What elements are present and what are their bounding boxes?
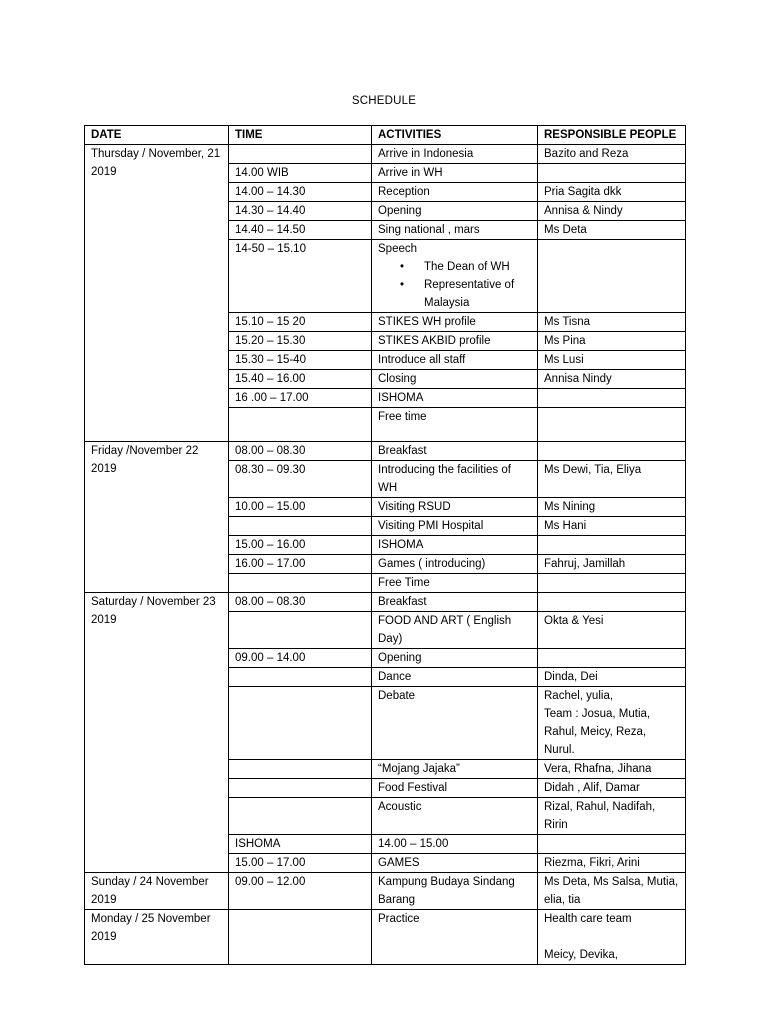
activity-cell: ISHOMA [372, 536, 538, 555]
activity-cell: Acoustic [372, 798, 538, 835]
time-cell [229, 910, 372, 965]
date-cell: Monday / 25 November 2019 [85, 910, 229, 965]
activity-cell: 14.00 – 15.00 [372, 835, 538, 854]
time-cell: 09.00 – 12.00 [229, 873, 372, 910]
header-row [85, 126, 686, 145]
people-cell: Bazito and Reza [538, 145, 686, 164]
activity-cell: FOOD AND ART ( English Day) [372, 612, 538, 649]
people-cell: Ms Nining [538, 498, 686, 517]
table-row [85, 873, 686, 910]
table-row [85, 593, 686, 612]
people-cell: Ms Dewi, Tia, Eliya [538, 461, 686, 498]
people-cell: Annisa & Nindy [538, 202, 686, 221]
date-cell: Friday /November 22 2019 [85, 442, 229, 593]
people-cell: Rizal, Rahul, Nadifah, Ririn [538, 798, 686, 835]
table-row [85, 442, 686, 461]
time-cell: 14.40 – 14.50 [229, 221, 372, 240]
time-cell: 08.00 – 08.30 [229, 442, 372, 461]
time-cell [229, 687, 372, 760]
activity-cell: Sing national , mars [372, 221, 538, 240]
people-cell [538, 240, 686, 313]
people-cell [538, 164, 686, 183]
time-cell: 15.00 – 17.00 [229, 854, 372, 873]
people-cell: Riezma, Fikri, Arini [538, 854, 686, 873]
activity-cell: Debate [372, 687, 538, 760]
activity-cell: “Mojang Jajaka” [372, 760, 538, 779]
time-cell: 09.00 – 14.00 [229, 649, 372, 668]
people-cell: Okta & Yesi [538, 612, 686, 649]
time-cell: 15.00 – 16.00 [229, 536, 372, 555]
people-cell: Health care team Meicy, Devika, [538, 910, 686, 965]
table-row [85, 910, 686, 965]
time-cell [229, 612, 372, 649]
header-activities: ACTIVITIES [372, 126, 538, 145]
activity-cell: Visiting RSUD [372, 498, 538, 517]
people-cell: Annisa Nindy [538, 370, 686, 389]
time-cell [229, 517, 372, 536]
activity-cell: Introducing the facilities of WH [372, 461, 538, 498]
people-cell [538, 408, 686, 442]
table-row [85, 145, 686, 164]
activity-cell: Arrive in Indonesia [372, 145, 538, 164]
people-cell [538, 442, 686, 461]
activity-cell: Food Festival [372, 779, 538, 798]
people-cell [538, 835, 686, 854]
date-cell: Thursday / November, 21 2019 [85, 145, 229, 442]
activity-cell: Opening [372, 649, 538, 668]
time-cell: 16.00 – 17.00 [229, 555, 372, 574]
time-cell: 14.00 – 14.30 [229, 183, 372, 202]
activity-cell: Reception [372, 183, 538, 202]
activity-cell: Breakfast [372, 593, 538, 612]
speech-bullet-list [378, 258, 531, 312]
time-cell [229, 668, 372, 687]
bullet-item: • Representative of Malaysia [400, 276, 531, 312]
date-cell: Saturday / November 23 2019 [85, 593, 229, 873]
bullet-item: • The Dean of WH [400, 258, 531, 276]
time-cell [229, 145, 372, 164]
activity-label: Speech [378, 243, 418, 255]
people-cell: Fahruj, Jamillah [538, 555, 686, 574]
activity-cell: Visiting PMI Hospital [372, 517, 538, 536]
time-cell [229, 760, 372, 779]
header-time: TIME [229, 126, 372, 145]
header-responsible-people: RESPONSIBLE PEOPLE [538, 126, 686, 145]
schedule-table [84, 125, 686, 965]
time-cell [229, 408, 372, 442]
activity-cell: Free time [372, 408, 538, 442]
people-cell: Ms Hani [538, 517, 686, 536]
time-cell: 15.30 – 15-40 [229, 351, 372, 370]
people-cell: Vera, Rhafna, Jihana [538, 760, 686, 779]
people-cell [538, 389, 686, 408]
activity-cell: STIKES AKBID profile [372, 332, 538, 351]
header-date: DATE [85, 126, 229, 145]
activity-cell: Free Time [372, 574, 538, 593]
time-cell: 16 .00 – 17.00 [229, 389, 372, 408]
time-cell [229, 574, 372, 593]
time-cell: 15.10 – 15 20 [229, 313, 372, 332]
time-cell [229, 798, 372, 835]
people-cell: Dinda, Dei [538, 668, 686, 687]
activity-cell: Opening [372, 202, 538, 221]
activity-cell: Introduce all staff [372, 351, 538, 370]
time-cell: 14-50 – 15.10 [229, 240, 372, 313]
activity-cell [372, 240, 538, 313]
people-cell: Pria Sagita dkk [538, 183, 686, 202]
document-title: SCHEDULE [351, 95, 417, 107]
activity-cell: Games ( introducing) [372, 555, 538, 574]
activity-cell: Practice [372, 910, 538, 965]
activity-cell: Closing [372, 370, 538, 389]
people-cell: Ms Pina [538, 332, 686, 351]
people-cell: Didah , Alif, Damar [538, 779, 686, 798]
people-cell [538, 574, 686, 593]
time-cell: 14.30 – 14.40 [229, 202, 372, 221]
activity-cell: Dance [372, 668, 538, 687]
activity-cell: ISHOMA [372, 389, 538, 408]
people-cell: Ms Deta [538, 221, 686, 240]
activity-cell: Kampung Budaya Sindang Barang [372, 873, 538, 910]
time-cell [229, 779, 372, 798]
time-cell: 10.00 – 15.00 [229, 498, 372, 517]
activity-cell: GAMES [372, 854, 538, 873]
time-cell: 14.00 WIB [229, 164, 372, 183]
people-cell: Ms Deta, Ms Salsa, Mutia, elia, tia [538, 873, 686, 910]
date-cell: Sunday / 24 November 2019 [85, 873, 229, 910]
time-cell: 08.00 – 08.30 [229, 593, 372, 612]
people-cell [538, 593, 686, 612]
people-cell [538, 649, 686, 668]
people-cell: Rachel, yulia, Team : Josua, Mutia, Rahul, Meicy, Reza, Nurul. [538, 687, 686, 760]
time-cell: 15.20 – 15.30 [229, 332, 372, 351]
time-cell: 15.40 – 16.00 [229, 370, 372, 389]
time-cell: ISHOMA [229, 835, 372, 854]
people-cell: Ms Lusi [538, 351, 686, 370]
people-cell: Ms Tisna [538, 313, 686, 332]
activity-cell: STIKES WH profile [372, 313, 538, 332]
activity-cell: Breakfast [372, 442, 538, 461]
activity-cell: Arrive in WH [372, 164, 538, 183]
people-cell [538, 536, 686, 555]
time-cell: 08.30 – 09.30 [229, 461, 372, 498]
